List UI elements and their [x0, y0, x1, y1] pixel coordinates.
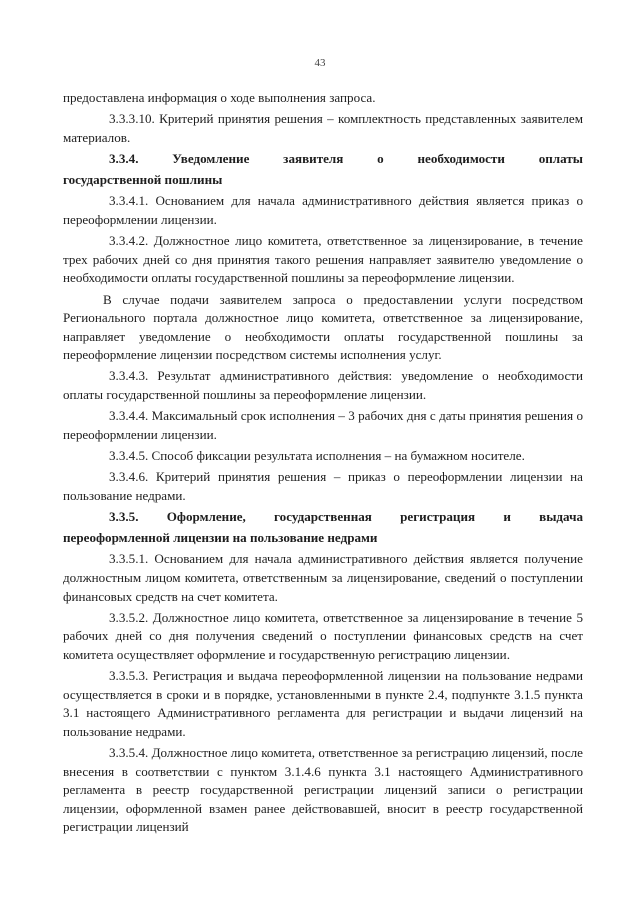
paragraph: 3.3.4.1. Основанием для начала административного действия является приказ о переоформлении лицензии. [63, 193, 583, 227]
paragraph: 3.3.4.4. Максимальный срок исполнения – 3 рабочих дня с даты принятия решения о переоформлении лицензии. [63, 408, 583, 442]
paragraph: В случае подачи заявителем запроса о предоставлении услуги посредством Регионального портала должностное лицо комитета, ответственное за лицензирование, направляет уведомление о необходимости оплаты государственной пошлины за переоформление лицензии посредством системы исполнения услуг. [63, 291, 583, 363]
paragraph: 3.3.4.6. Критерий принятия решения – приказ о переоформлении лицензии на пользование недрами. [63, 469, 583, 503]
section-heading-continuation: государственной пошлины [63, 172, 223, 188]
paragraph: предоставлена информация о ходе выполнения запроса. [63, 90, 376, 105]
paragraph: 3.3.5.4. Должностное лицо комитета, ответственное за регистрацию лицензий, после внесения в соответствии с пунктом 3.1.4.6 пункта 3.1 настоящего Административного регламента в реестр государственной регистрации лицензий записи о регистрации лицензии, оформленной взамен ранее действовавшей, вносит в реестр государственной регистрации лицензий [63, 745, 583, 835]
paragraph: 3.3.5.3. Регистрация и выдача переоформленной лицензии на пользование недрами осуществляется в сроки и в порядке, установленными в пункте 2.4, подпункте 3.1.5 пункта 3.1 настоящего Административного регламента для регистрации и выдачи лицензий на пользование недрами. [63, 668, 583, 739]
paragraph: 3.3.5.2. Должностное лицо комитета, ответственное за лицензирование в течение 5 рабочих дней со дня получения сведений о поступлении финансовых средств на счет комитета осуществляет оформление и государственную регистрацию лицензии. [63, 609, 583, 662]
section-heading: 3.3.5. Оформление, государственная регистрация и выдача [109, 509, 583, 524]
paragraph: 3.3.5.1. Основанием для начала административного действия является получение должностным лицом комитета, ответственным за лицензирование, сведений о поступлении финансовых средств на счет комитета. [63, 551, 583, 604]
section-heading-continuation: переоформленной лицензии на пользование недрами [63, 530, 378, 546]
section-heading: 3.3.4. Уведомление заявителя о необходимости оплаты [109, 150, 583, 166]
document-body [63, 89, 583, 840]
paragraph: 3.3.4.5. Способ фиксации результата исполнения – на бумажном носителе. [109, 448, 525, 464]
paragraph: 3.3.4.3. Результат административного действия: уведомление о необходимости оплаты государственной пошлины за переоформление лицензии. [63, 368, 583, 403]
page-number: 43 [314, 57, 326, 69]
paragraph: 3.3.4.2. Должностное лицо комитета, ответственное за лицензирование, в течение трех рабочих дней со дня принятия такого решения направляет заявителю уведомление о необходимости оплаты государственной пошлины за переоформление лицензии. [63, 233, 583, 286]
paragraph: 3.3.3.10. Критерий принятия решения – комплектность представленных заявителем материалов. [63, 111, 583, 145]
